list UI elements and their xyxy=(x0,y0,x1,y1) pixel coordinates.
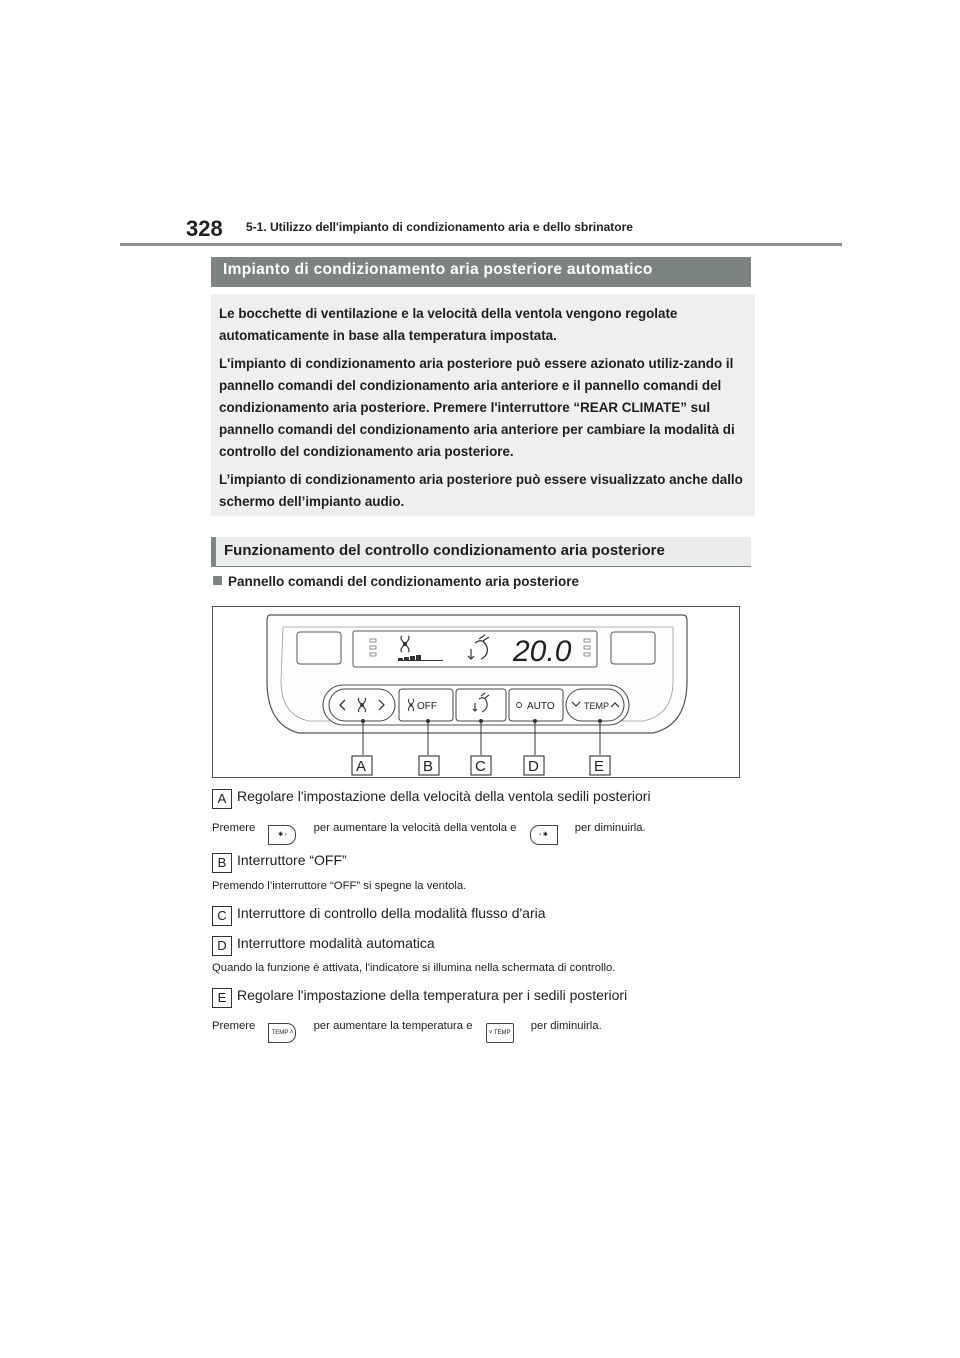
temp-increase-button-icon: TEMP ˄ xyxy=(268,1023,296,1043)
item-c xyxy=(212,905,546,926)
section-2-rule xyxy=(211,566,751,567)
item-d-badge: D xyxy=(212,936,232,956)
fan-increase-button-icon: ✱ › xyxy=(268,825,296,845)
callout-b xyxy=(419,756,439,775)
display-temperature: 20.0 xyxy=(513,635,572,668)
svg-text:B: B xyxy=(423,758,434,775)
temp-decrease-button-icon: ˅ TEMP xyxy=(486,1023,514,1043)
item-d-note: Quando la funzione è attivata, l'indicatore si illumina nella schermata di controllo. xyxy=(212,962,616,974)
item-b-text: Interruttore “OFF” xyxy=(237,852,347,868)
item-a-badge: A xyxy=(212,789,232,809)
section-1-paragraph-1: Le bocchette di ventilazione e la velocità della ventola vengono regolate automaticamente in base alla temperatura impostata. xyxy=(219,306,678,343)
item-d xyxy=(212,935,435,956)
section-1-title: Impianto di condizionamento aria posteriore automatico xyxy=(223,261,653,278)
fan-decrease-button-icon: ‹ ✱ xyxy=(530,825,558,845)
item-b xyxy=(212,852,347,873)
fan-off-label: OFF xyxy=(417,701,437,712)
item-b-badge: B xyxy=(212,853,232,873)
section-1-box xyxy=(211,294,755,516)
control-panel-svg xyxy=(213,607,739,777)
svg-text:E: E xyxy=(594,758,605,775)
section-2-title: Funzionamento del controllo condizionamento aria posteriore xyxy=(224,542,665,559)
temperature-button[interactable] xyxy=(566,689,624,721)
item-a xyxy=(212,788,651,809)
item-e xyxy=(212,987,627,1008)
section-2-title-bar xyxy=(211,537,751,567)
panel-subheading xyxy=(213,574,579,589)
item-d-text: Interruttore modalità automatica xyxy=(237,935,435,951)
auto-label: AUTO xyxy=(527,701,555,712)
section-1-paragraph-2: L'impianto di condizionamento aria posteriore può essere azionato utiliz-zando il pannello comandi del condizionamento aria anteriore e il pannello comandi del condizionamento aria posteriore. Premere l'interruttore “REAR CLIMATE” sul pannello comandi del condizionamento aria anteriore per cambiare la modalità di controllo del condizionamento aria posteriore. xyxy=(219,356,735,459)
item-e-note: Premere TEMP ˄ per aumentare la temperatura e ˅ TEMP per diminuirla. xyxy=(212,1020,602,1043)
item-c-text: Interruttore di controllo della modalità flusso d'aria xyxy=(237,905,546,921)
svg-text:C: C xyxy=(475,758,486,775)
callout-e xyxy=(590,756,610,775)
svg-text:D: D xyxy=(528,758,539,775)
fan-off-button[interactable] xyxy=(399,689,453,721)
fan-speed-button[interactable] xyxy=(329,689,395,721)
svg-text:A: A xyxy=(356,758,367,775)
callout-a xyxy=(352,756,372,775)
item-c-badge: C xyxy=(212,906,232,926)
page-number: 328 xyxy=(186,216,223,241)
item-a-note: Premere ✱ › per aumentare la velocità della ventola e ‹ ✱ per diminuirla. xyxy=(212,822,646,845)
square-bullet-icon xyxy=(213,576,222,585)
item-e-badge: E xyxy=(212,988,232,1008)
item-e-text: Regolare l'impostazione della temperatura per i sedili posteriori xyxy=(237,987,628,1003)
temp-label: TEMP xyxy=(584,701,610,711)
callout-c xyxy=(471,756,491,775)
item-a-text: Regolare l'impostazione della velocità della ventola sedili posteriori xyxy=(237,788,651,804)
airflow-mode-button[interactable] xyxy=(456,689,506,721)
right-vent xyxy=(611,632,655,664)
section-1-title-bar xyxy=(211,257,751,287)
section-1-paragraph-3: L’impianto di condizionamento aria posteriore può essere visualizzato anche dallo schermo dell’impianto audio. xyxy=(219,472,743,509)
left-vent xyxy=(297,632,341,664)
header-rule xyxy=(120,243,842,246)
auto-mode-button[interactable] xyxy=(509,689,563,721)
chapter-title: 5-1. Utilizzo dell'impianto di condizionamento aria e dello sbrinatore xyxy=(246,220,633,234)
item-b-note: Premendo l’interruttore “OFF” si spegne la ventola. xyxy=(212,880,467,892)
panel-subheading-text: Pannello comandi del condizionamento aria posteriore xyxy=(228,574,580,589)
callout-d xyxy=(524,756,544,775)
control-panel-illustration xyxy=(212,606,740,778)
